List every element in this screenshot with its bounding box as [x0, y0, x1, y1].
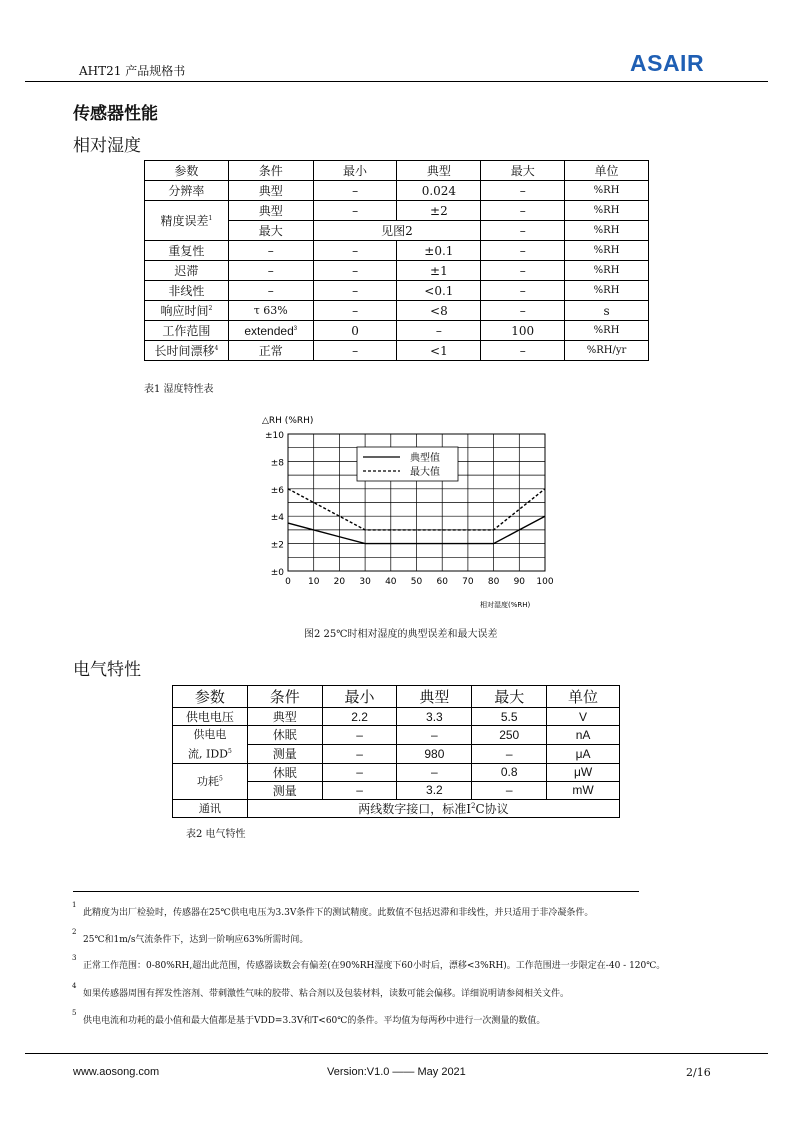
min-cell: –	[313, 201, 397, 221]
merged-cell: 见图2	[313, 221, 481, 241]
max-cell: –	[472, 781, 547, 799]
unit-cell: %RH	[565, 261, 649, 281]
footer-divider	[25, 1053, 768, 1054]
param-cell: 迟滞	[145, 261, 229, 281]
header-cell: 典型	[397, 686, 472, 708]
y-tick-label: ±2	[270, 540, 284, 551]
table-row	[145, 201, 649, 221]
footnote-text: 如果传感器周围有挥发性溶剂、带刺激性气味的胶带、粘合剂以及包装材料，读数可能会偏移。详细说明请参阅相关文件。	[83, 989, 570, 999]
typ-cell: <0.1	[397, 281, 481, 301]
header-cell: 条件	[247, 686, 322, 708]
unit-cell: nA	[547, 726, 620, 745]
doc-title: AHT21 产品规格书	[79, 64, 186, 78]
max-cell: –	[481, 341, 565, 361]
cond-text: extended	[244, 323, 294, 338]
footnote-number: 3	[72, 954, 77, 962]
y-tick-label: ±0	[270, 568, 284, 578]
typ-cell: –	[397, 321, 481, 341]
unit-cell: %RH/yr	[565, 341, 649, 361]
header-cell: 参数	[145, 161, 229, 181]
humidity-spec-table	[144, 160, 649, 361]
x-tick-label: 60	[436, 577, 448, 587]
unit-cell: μA	[547, 744, 620, 763]
footnote-ref: 5	[228, 748, 232, 755]
cond-cell: –	[228, 241, 313, 261]
cond-cell: –	[228, 261, 313, 281]
param-cell: 供电电压	[173, 708, 248, 726]
table-row	[145, 341, 649, 361]
param-text-line1: 供电电	[193, 728, 227, 741]
max-cell: –	[481, 301, 565, 321]
max-cell: –	[481, 241, 565, 261]
typ-cell: 3.3	[397, 708, 472, 726]
footnote-text: 25℃和1m/s气流条件下，达到一阶响应63%所需时间。	[83, 935, 309, 945]
header-cell: 单位	[565, 161, 649, 181]
table-row	[145, 181, 649, 201]
typ-cell: ±1	[397, 261, 481, 281]
y-tick-label: ±4	[270, 513, 284, 524]
header-cell: 条件	[228, 161, 313, 181]
min-cell: –	[313, 301, 397, 321]
max-cell: –	[481, 281, 565, 301]
max-cell: –	[472, 744, 547, 763]
param-cell: 通讯	[173, 799, 248, 817]
y-tick-label: ±10	[265, 431, 284, 441]
x-tick-label: 100	[536, 577, 554, 587]
footnote-text: 此精度为出厂检验时，传感器在25℃供电电压为3.3V条件下的测试精度。此数值不包括迟滞和非线性，并只适用于非冷凝条件。	[83, 908, 594, 918]
merged-sup: 2	[470, 801, 476, 810]
max-cell: 100	[481, 321, 565, 341]
param-cell	[173, 763, 248, 799]
legend-box	[357, 447, 458, 481]
min-cell: –	[313, 341, 397, 361]
cond-cell: 正常	[228, 341, 313, 361]
cond-cell: 测量	[247, 744, 322, 763]
max-cell: 0.8	[472, 763, 547, 781]
table-row	[173, 799, 620, 817]
footer-version: Version:V1.0 —— May 2021	[327, 1066, 466, 1078]
x-tick-label: 10	[307, 577, 320, 587]
footnote-ref: 1	[208, 215, 213, 222]
max-cell: 5.5	[472, 708, 547, 726]
cond-cell: 典型	[247, 708, 322, 726]
table-row	[145, 281, 649, 301]
param-text: 精度误差	[160, 214, 209, 228]
typ-cell: ±0.1	[397, 241, 481, 261]
typ-cell: –	[397, 763, 472, 781]
unit-cell: %RH	[565, 281, 649, 301]
table-header-row	[173, 686, 620, 708]
table-row	[173, 763, 620, 781]
cond-cell: 典型	[228, 181, 313, 201]
footnote-ref: 5	[219, 775, 223, 783]
typ-cell: –	[397, 726, 472, 745]
footer-page-number: 2/16	[686, 1066, 711, 1079]
table-header-row	[145, 161, 649, 181]
param-cell: 工作范围	[145, 321, 229, 341]
footnote-ref: 4	[214, 345, 219, 352]
param-text-line2: 流, IDD	[188, 747, 228, 761]
brand-logo: ASAIR	[630, 50, 705, 76]
typ-cell: <8	[397, 301, 481, 321]
min-cell: 0	[313, 321, 397, 341]
cond-cell: 最大	[228, 221, 313, 241]
min-cell: –	[313, 281, 397, 301]
section-title-electrical: 电气特性	[73, 660, 141, 680]
footnote-number: 5	[72, 1009, 77, 1017]
typ-cell: <1	[397, 341, 481, 361]
param-cell	[145, 201, 229, 241]
param-cell: 重复性	[145, 241, 229, 261]
subsection-title-humidity: 相对湿度	[73, 136, 141, 156]
x-tick-label: 50	[410, 577, 423, 587]
header-cell: 典型	[397, 161, 481, 181]
min-cell: –	[313, 261, 397, 281]
x-tick-label: 0	[285, 577, 291, 587]
table-row	[145, 261, 649, 281]
electrical-spec-table	[172, 685, 620, 818]
table-row	[145, 241, 649, 261]
merged-text-b: C协议	[475, 801, 509, 816]
cond-cell: 测量	[247, 781, 322, 799]
min-cell: 2.2	[322, 708, 397, 726]
footer-website[interactable]: www.aosong.com	[73, 1066, 160, 1078]
footnote-divider	[73, 891, 639, 892]
table-row	[145, 301, 649, 321]
unit-cell: V	[547, 708, 620, 726]
header-cell: 最小	[313, 161, 397, 181]
param-cell	[145, 301, 229, 321]
merged-text-a: 两线数字接口，标准I	[358, 801, 471, 816]
param-text: 功耗	[197, 775, 219, 789]
x-tick-label: 30	[359, 577, 371, 587]
param-text: 响应时间	[160, 304, 209, 318]
typ-cell: 980	[397, 744, 472, 763]
unit-cell: %RH	[565, 181, 649, 201]
chart-legend	[357, 447, 458, 481]
table2-caption: 表2 电气特性	[186, 829, 246, 840]
x-tick-label: 20	[333, 577, 346, 587]
table1-caption: 表1 湿度特性表	[144, 384, 214, 395]
y-tick-label: ±6	[270, 485, 284, 496]
min-cell: –	[322, 781, 397, 799]
max-cell: 250	[472, 726, 547, 745]
max-cell: –	[481, 181, 565, 201]
header-divider	[25, 81, 768, 82]
table-row	[173, 708, 620, 726]
param-cell	[173, 726, 248, 764]
max-cell: –	[481, 261, 565, 281]
chart-caption: 图2 25℃时相对湿度的典型误差和最大误差	[304, 629, 498, 640]
max-cell: –	[481, 221, 565, 241]
footnote-text: 供电电流和功耗的最小值和最大值都是基于VDD=3.3V和T<60℃的条件。平均值为每两秒中进行一次测量的数值。	[83, 1016, 546, 1026]
min-cell: –	[322, 744, 397, 763]
footnote-number: 2	[72, 928, 77, 936]
header-cell: 最大	[472, 686, 547, 708]
table-row	[145, 321, 649, 341]
unit-cell: μW	[547, 763, 620, 781]
param-text: 长时间漂移	[154, 344, 215, 358]
x-tick-label: 90	[513, 577, 526, 587]
footnote-number: 1	[72, 901, 77, 909]
cond-cell: –	[228, 281, 313, 301]
header-cell: 最小	[322, 686, 397, 708]
footnote-ref: 2	[208, 305, 213, 312]
merged-cell	[247, 799, 619, 817]
legend-label-max: 最大值	[410, 467, 440, 478]
unit-cell: %RH	[565, 241, 649, 261]
cond-cell: 休眠	[247, 726, 322, 745]
min-cell: –	[322, 726, 397, 745]
unit-cell: %RH	[565, 201, 649, 221]
footnote-number: 4	[72, 982, 77, 990]
chart-ylabel: △RH (%RH)	[262, 416, 314, 426]
header-cell: 单位	[547, 686, 620, 708]
typ-cell: 0.024	[397, 181, 481, 201]
max-cell: –	[481, 201, 565, 221]
param-cell	[145, 341, 229, 361]
unit-cell: %RH	[565, 321, 649, 341]
footnote-text: 正常工作范围：0-80%RH,超出此范围，传感器读数会有偏差(在90%RH湿度下60小时后，漂移<3%RH)。工作范围进一步限定在-40 - 120℃。	[83, 961, 666, 971]
cond-cell: 典型	[228, 201, 313, 221]
cond-cell: 休眠	[247, 763, 322, 781]
x-tick-label: 70	[462, 577, 474, 587]
cond-cell: τ 63%	[228, 301, 313, 321]
min-cell: –	[313, 241, 397, 261]
typ-cell: 3.2	[397, 781, 472, 799]
param-cell: 分辨率	[145, 181, 229, 201]
section-title-sensor-performance: 传感器性能	[73, 104, 158, 124]
table-row	[173, 726, 620, 745]
footnote-ref: 3	[293, 325, 298, 332]
typ-cell: ±2	[397, 201, 481, 221]
header-cell: 最大	[481, 161, 565, 181]
param-cell: 非线性	[145, 281, 229, 301]
legend-label-typical: 典型值	[410, 453, 440, 464]
unit-cell: s	[565, 301, 649, 321]
unit-cell: %RH	[565, 221, 649, 241]
min-cell: –	[313, 181, 397, 201]
unit-cell: mW	[547, 781, 620, 799]
chart-xlabel: 相对湿度(%RH)	[480, 601, 531, 609]
x-tick-label: 40	[385, 577, 397, 587]
y-tick-label: ±8	[270, 458, 284, 469]
x-tick-label: 80	[487, 577, 500, 587]
humidity-error-chart	[0, 405, 793, 635]
header-cell: 参数	[173, 686, 248, 708]
cond-cell	[228, 321, 313, 341]
min-cell: –	[322, 763, 397, 781]
